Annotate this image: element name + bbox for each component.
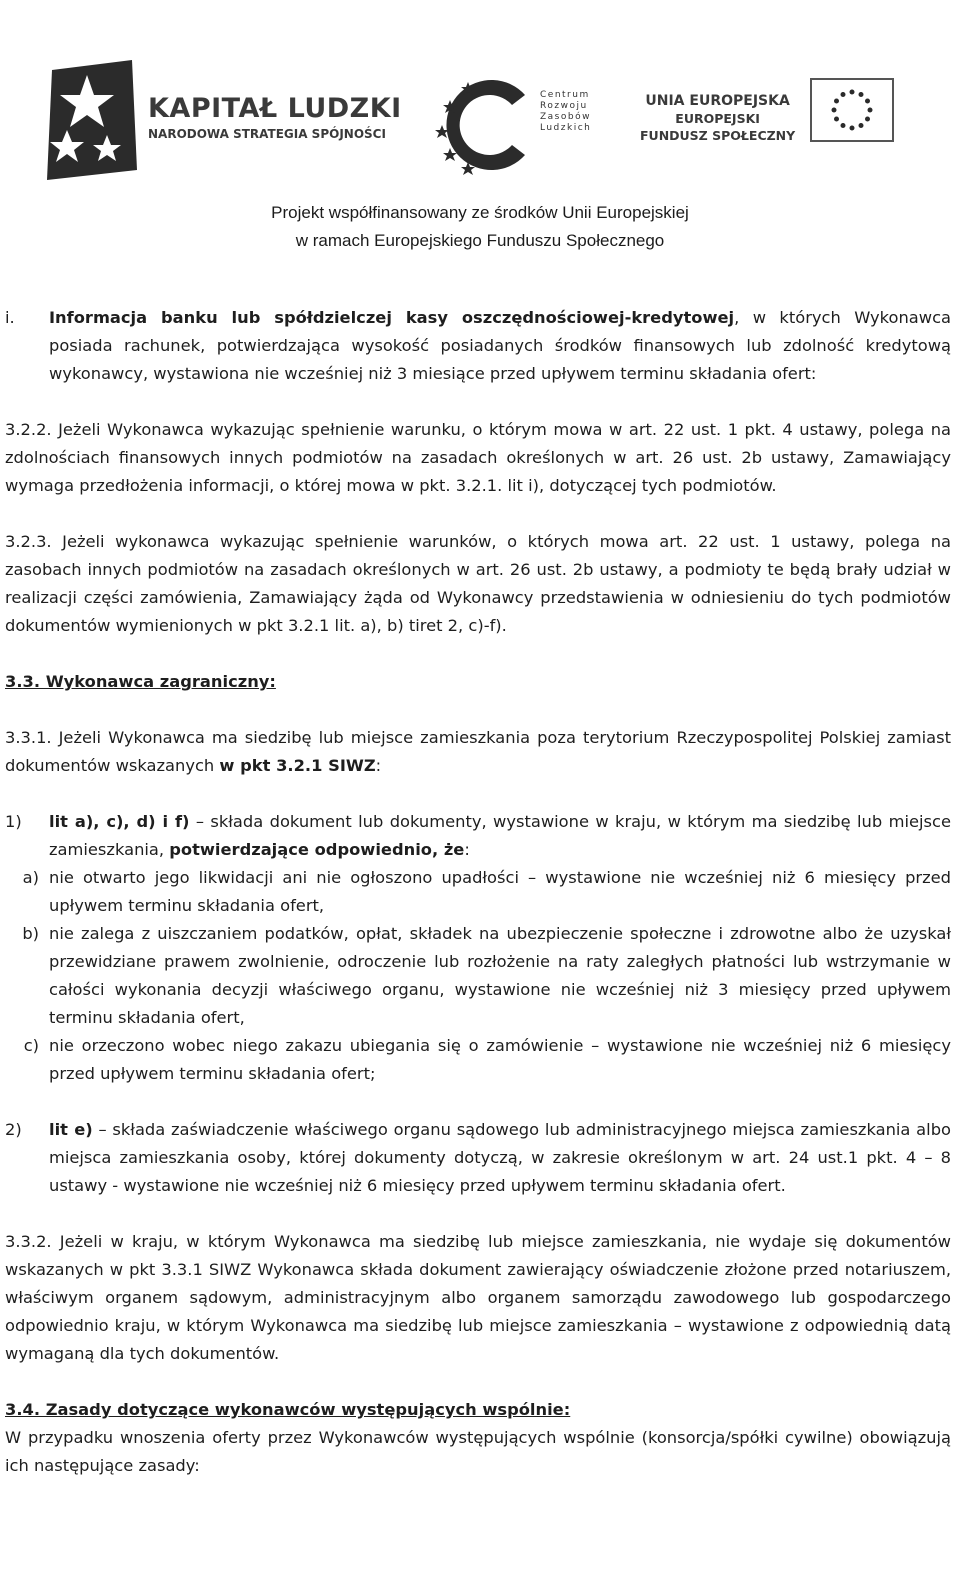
logo-banner bbox=[30, 40, 930, 205]
eu-fund-name: UNIA EUROPEJSKA EUROPEJSKI FUNDUSZ SPOŁECZNY bbox=[640, 93, 796, 143]
sub-item-text: nie orzeczono wobec niego zakazu ubiegania się o zamówienie – wystawione nie wcześniej niż 6 miesięcy przed upływem terminu składania ofert; bbox=[49, 1036, 951, 1083]
list-item-1-text: lit a), c), d) i f) – składa dokument lub dokumenty, wystawione w kraju, w którym ma siedzibę lub miejsce zamieszkania, potwierdzające odpowiednio, że: bbox=[49, 812, 951, 859]
list-item-1-label: 1) bbox=[5, 812, 22, 831]
list-item-1 bbox=[5, 808, 951, 864]
sub-item-text: nie otwarto jego likwidacji ani nie ogłoszono upadłości – wystawione nie wcześniej niż 6 miesięcy przed upływem terminu składania ofert, bbox=[49, 868, 951, 915]
crzl-name: Centrum Rozwoju Zasobów Ludzkich bbox=[540, 90, 592, 133]
heading-3-3: 3.3. Wykonawca zagraniczny: bbox=[5, 672, 276, 691]
kapital-ludzki-emblem bbox=[42, 60, 142, 190]
sub-item-c bbox=[5, 1032, 951, 1088]
funding-line-2: w ramach Europejskiego Funduszu Społecznego bbox=[295, 231, 665, 250]
item-i-label: i. bbox=[5, 308, 15, 327]
list-item-2-text: lit e) – składa zaświadczenie właściwego organu sądowego lub administracyjnego miejsca zamieszkania albo miejsca zamieszkania osoby, której dokumenty dotyczą, w zakresie określonym w art. 24 ust.1 pkt. 4 – 8 ustawy - wystawione nie wcześniej niż 6 miesięcy przed upływem terminu składania ofert. bbox=[49, 1120, 951, 1195]
paragraph-3-2-2: 3.2.2. Jeżeli Wykonawca wykazując spełnienie warunku, o którym mowa w art. 22 ust. 1 pkt. 4 ustawy, polega na zdolnościach finansowych innych podmiotów na zasadach określonych w art. 26 ust. 2b ustawy, Zamawiający wymaga przedłożenia informacji, o której mowa w pkt. 3.2.1. lit i), dotyczącej tych podmiotów. bbox=[5, 420, 951, 495]
item-i bbox=[5, 304, 951, 388]
funding-line-1: Projekt współfinansowany ze środków Unii Europejskiej bbox=[271, 203, 689, 222]
item-i-text: Informacja banku lub spółdzielczej kasy oszczędnościowej-kredytowej, w których Wykonawca posiada rachunek, potwierdzająca wysokość posiadanych środków finansowych lub zdolność kredytową wykonawcy, wystawiona nie wcześniej niż 3 miesiące przed upływem terminu składania ofert: bbox=[49, 308, 951, 383]
kapital-ludzki-subtitle: NARODOWA STRATEGIA SPÓJNOŚCI bbox=[148, 127, 386, 141]
list-item-2 bbox=[5, 1116, 951, 1200]
sub-item-a bbox=[5, 864, 951, 920]
heading-3-4: 3.4. Zasady dotyczące wykonawców występujących wspólnie: bbox=[5, 1400, 571, 1419]
eu-flag-icon bbox=[810, 78, 894, 142]
crzl-emblem bbox=[430, 70, 540, 180]
kapital-ludzki-title: KAPITAŁ LUDZKI bbox=[148, 93, 402, 124]
sub-item-b bbox=[5, 920, 951, 1032]
paragraph-3-3-2: 3.3.2. Jeżeli w kraju, w którym Wykonawca ma siedzibę lub miejsce zamieszkania, nie wydaje się dokumentów wskazanych w pkt 3.3.1 SIWZ Wykonawca składa dokument zawierający oświadczenie złożone przed notariuszem, właściwym organem sądowym, administracyjnym albo organem samorządu zawodowego lub gospodarczego odpowiednio kraju, w którym Wykonawca ma siedzibę lub miejsce zamieszkania – wystawione z odpowiednią datą wymaganą dla tych dokumentów. bbox=[5, 1232, 951, 1363]
list-item-2-label: 2) bbox=[5, 1120, 22, 1139]
paragraph-3-3-1: 3.3.1. Jeżeli Wykonawca ma siedzibę lub miejsce zamieszkania poza terytorium Rzeczypospolitej Polskiej zamiast dokumentów wskazanych w pkt 3.2.1 SIWZ: bbox=[5, 728, 951, 775]
paragraph-3-2-3: 3.2.3. Jeżeli wykonawca wykazując spełnienie warunków, o których mowa art. 22 ust. 1 ustawy, polega na zasobach innych podmiotów na zasadach określonych w art. 26 ust. 2b ustawy, a podmioty te będą brały udział w realizacji części zamówienia, Zamawiający żąda od Wykonawcy przedstawienia w odniesieniu do tych podmiotów dokumentów wymienionych w pkt 3.2.1 lit. a), b) tiret 2, c)-f). bbox=[5, 532, 951, 635]
sub-item-label: b) bbox=[22, 924, 39, 943]
sub-item-label: a) bbox=[22, 868, 39, 887]
paragraph-3-4: W przypadku wnoszenia oferty przez Wykonawców występujących wspólnie (konsorcja/spółki cywilne) obowiązują ich następujące zasady: bbox=[5, 1428, 951, 1475]
sub-item-text: nie zalega z uiszczaniem podatków, opłat, składek na ubezpieczenie społeczne i zdrowotne albo że uzyskał przewidziane prawem zwolnienie, odroczenie lub rozłożenie na raty zaległych płatności lub wstrzymanie w całości wykonania decyzji właściwego organu, wystawione nie wcześniej niż 3 miesięcy przed upływem terminu składania ofert, bbox=[49, 924, 951, 1027]
sub-item-label: c) bbox=[23, 1036, 39, 1055]
document-body bbox=[5, 304, 951, 1480]
